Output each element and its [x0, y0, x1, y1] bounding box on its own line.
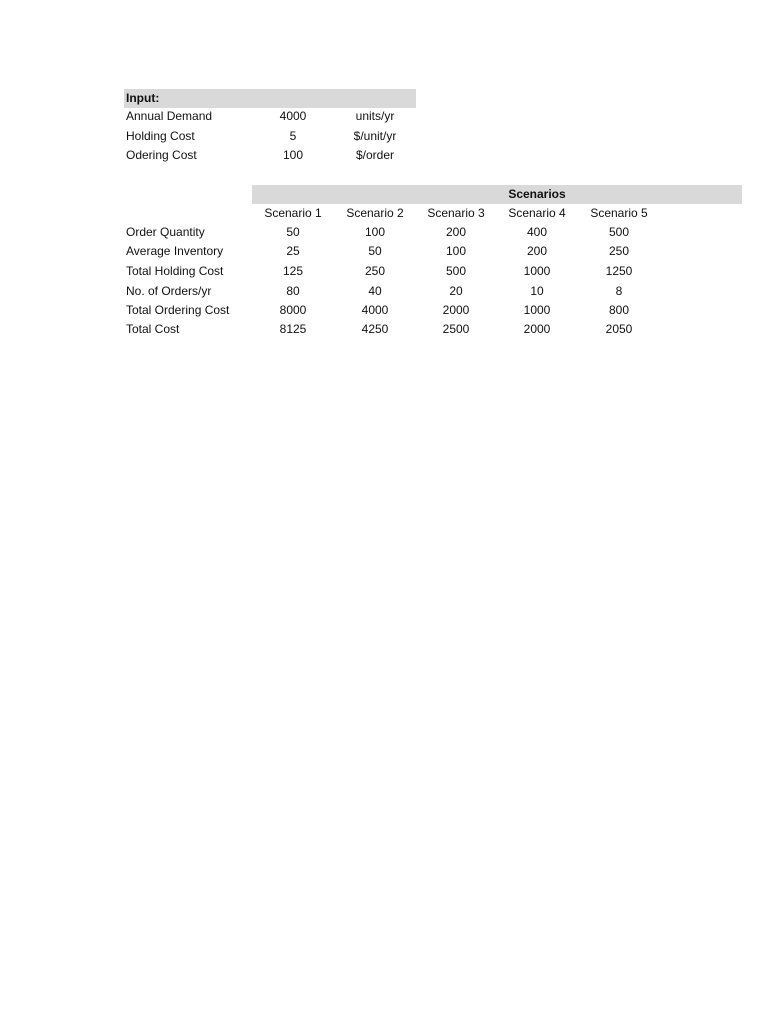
input-value: 100	[282, 148, 304, 162]
row-label: Total Cost	[126, 322, 180, 336]
input-value: 4000	[279, 109, 307, 123]
table-cell: 1000	[523, 303, 551, 317]
column-header: Scenario 5	[590, 206, 648, 220]
table-cell: 2000	[442, 303, 470, 317]
table-cell: 800	[608, 303, 630, 317]
table-cell: 8000	[279, 303, 307, 317]
table-cell: 125	[282, 264, 304, 278]
input-value: 5	[289, 129, 297, 143]
table-cell: 250	[364, 264, 386, 278]
column-header: Scenario 3	[427, 206, 485, 220]
table-cell: 4250	[361, 322, 389, 336]
row-label: Total Holding Cost	[126, 264, 224, 278]
scenarios-header: Scenarios	[508, 187, 566, 201]
table-cell: 20	[449, 284, 463, 298]
table-cell: 40	[368, 284, 382, 298]
table-cell: 500	[445, 264, 467, 278]
table-cell: 50	[286, 225, 300, 239]
input-unit: $/order	[355, 148, 395, 162]
table-cell: 400	[526, 225, 548, 239]
row-label: Order Quantity	[126, 225, 205, 239]
table-cell: 1000	[523, 264, 551, 278]
table-cell: 1250	[605, 264, 633, 278]
table-cell: 200	[526, 244, 548, 258]
table-cell: 500	[608, 225, 630, 239]
column-header: Scenario 4	[508, 206, 566, 220]
input-header: Input:	[126, 91, 160, 105]
table-cell: 2500	[442, 322, 470, 336]
table-cell: 2050	[605, 322, 633, 336]
input-label: Odering Cost	[126, 148, 197, 162]
table-cell: 8125	[279, 322, 307, 336]
table-cell: 4000	[361, 303, 389, 317]
table-cell: 80	[286, 284, 300, 298]
table-cell: 100	[364, 225, 386, 239]
table-cell: 8	[615, 284, 623, 298]
table-cell: 50	[368, 244, 382, 258]
input-unit: $/unit/yr	[353, 129, 397, 143]
table-cell: 200	[445, 225, 467, 239]
table-cell: 25	[286, 244, 300, 258]
table-cell: 100	[445, 244, 467, 258]
column-header: Scenario 2	[346, 206, 404, 220]
table-cell: 2000	[523, 322, 551, 336]
row-label: Average Inventory	[126, 244, 224, 258]
input-label: Annual Demand	[126, 109, 213, 123]
row-label: No. of Orders/yr	[126, 284, 212, 298]
input-label: Holding Cost	[126, 129, 195, 143]
table-cell: 250	[608, 244, 630, 258]
input-unit: units/yr	[355, 109, 395, 123]
row-label: Total Ordering Cost	[126, 303, 230, 317]
column-header: Scenario 1	[264, 206, 322, 220]
table-cell: 10	[530, 284, 544, 298]
